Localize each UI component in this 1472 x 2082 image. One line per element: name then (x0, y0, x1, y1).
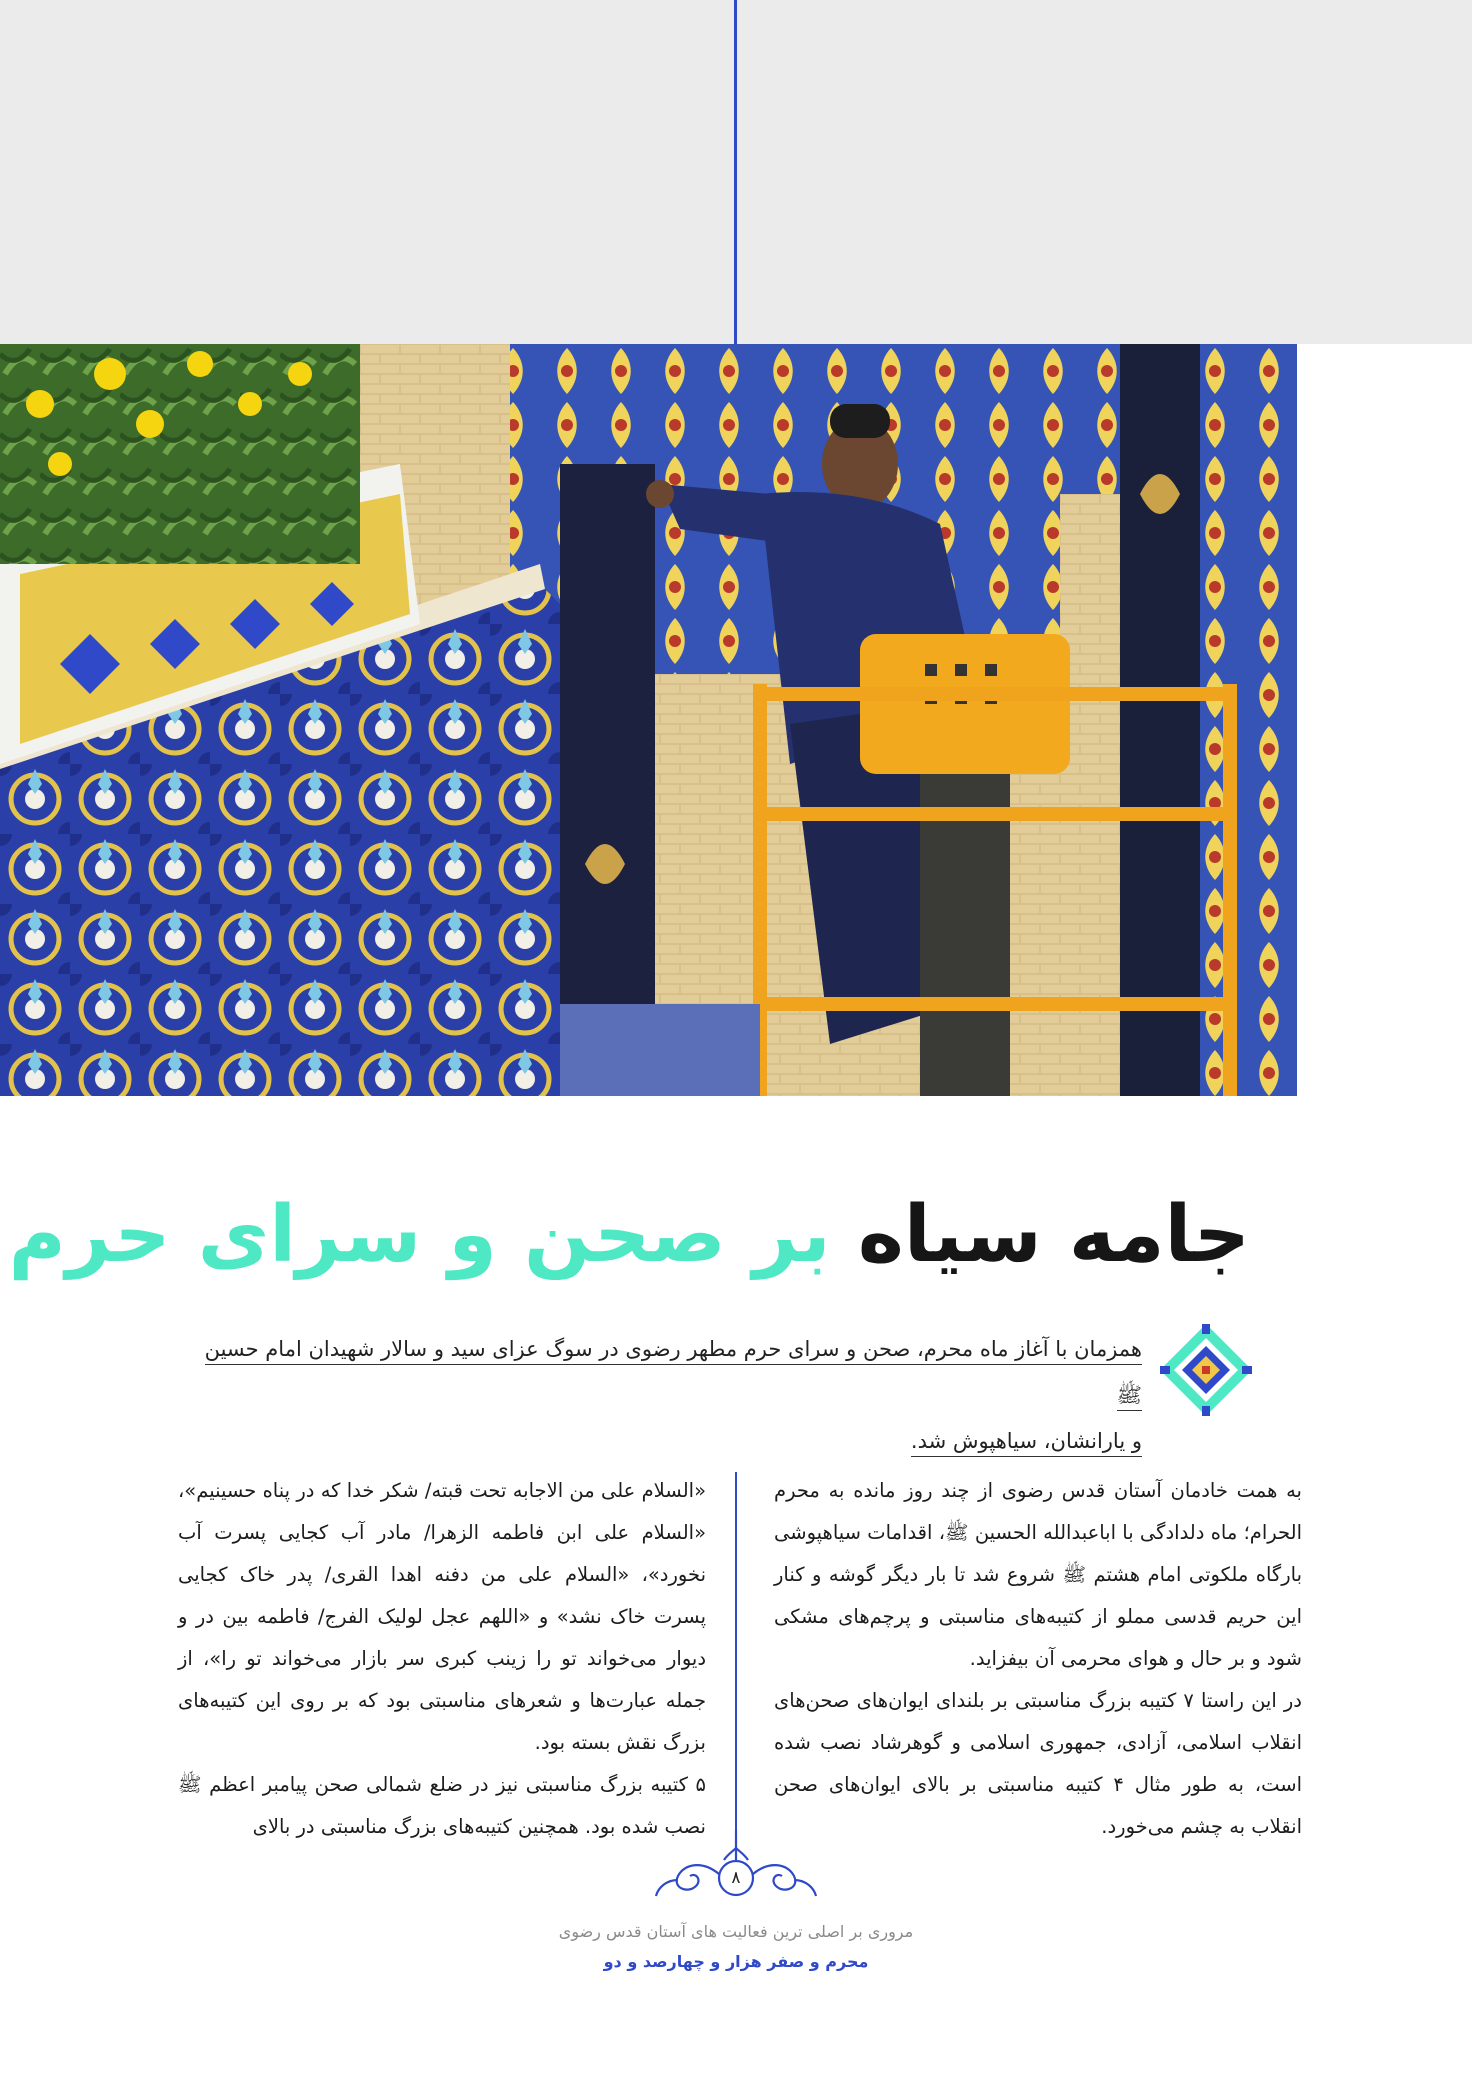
article-title (8, 1170, 1250, 1300)
column-left-paragraph-1: «السلام علی من الاجابه تحت قبته/ شکر خدا که در پناه حسینیم»، «السلام علی ابن فاطمه الزهرا/ مادر آب کجایی پسرت آب نخورد»، «السلام علی من دفنه اهدا القری/ پدر خاک کجایی پسرت خاک نشد» و «اللهم عجل لولیک الفرج/ فاطمه بین در و دیوار می‌خواند تو را زینب کبری سر بازار می‌خواند تو را»، از جمله عبارت‌ها و شعرهای مناسبتی بود که بر روی این کتیبه‌های بزرگ نقش بسته بود. (178, 1479, 706, 1754)
column-right-paragraph-1: به همت خادمان آستان قدس رضوی از چند روز مانده به محرم الحرام؛ ماه دلدادگی با اباعبدالله الحسین ﷺ، اقدامات سیاهپوشی بارگاه ملکوتی امام هشتم ﷺ شروع شد تا بار دیگر گوشه و کنار این حریم قدسی مملو از کتیبه‌های مناسبتی و پرچم‌های مشکی شود و بر حال و هوای محرمی آن بیفزاید. (774, 1479, 1302, 1670)
lead-line-2: و یارانشان، سیاهپوش شد. (911, 1429, 1142, 1457)
footer-date-line: محرم و صفر هزار و چهارصد و دو (603, 1952, 869, 1971)
title-teal-part: بر صحن و سرای حرم (8, 1190, 831, 1280)
footer-publication-line: مروری بر اصلی ترین فعالیت های آستان قدس رضوی (558, 1922, 914, 1941)
column-right (774, 1470, 1302, 1848)
column-left (178, 1470, 706, 1848)
top-right-panel (736, 0, 1472, 344)
top-vertical-rule (734, 0, 737, 344)
shrine-photo (0, 344, 1297, 1096)
lead-paragraph (202, 1326, 1142, 1464)
column-divider (735, 1472, 737, 1838)
title-black-part: جامه سیاه (857, 1190, 1250, 1280)
page-number: ۸ (731, 1868, 741, 1888)
column-right-paragraph-2: در این راستا ۷ کتیبه بزرگ مناسبتی بر بلندای ایوان‌های صحن‌های انقلاب اسلامی، آزادی، جمهوری اسلامی و گوهرشاد نصب شده است، به طور مثال ۴ کتیبه مناسبتی بر بالای ایوان‌های صحن انقلاب به چشم می‌خورد. (774, 1689, 1302, 1838)
lead-line-1: همزمان با آغاز ماه محرم، صحن و سرای حرم مطهر رضوی در سوگ عزای سید و سالار شهیدان امام حسین ﷺ (205, 1337, 1142, 1411)
right-margin (1297, 344, 1472, 1096)
column-left-paragraph-2: ۵ کتیبه بزرگ مناسبتی نیز در ضلع شمالی صحن پیامبر اعظم ﷺ نصب شده بود. همچنین کتیبه‌های بزرگ مناسبتی در بالای (178, 1773, 706, 1838)
lead-ornament-icon (1156, 1320, 1256, 1420)
